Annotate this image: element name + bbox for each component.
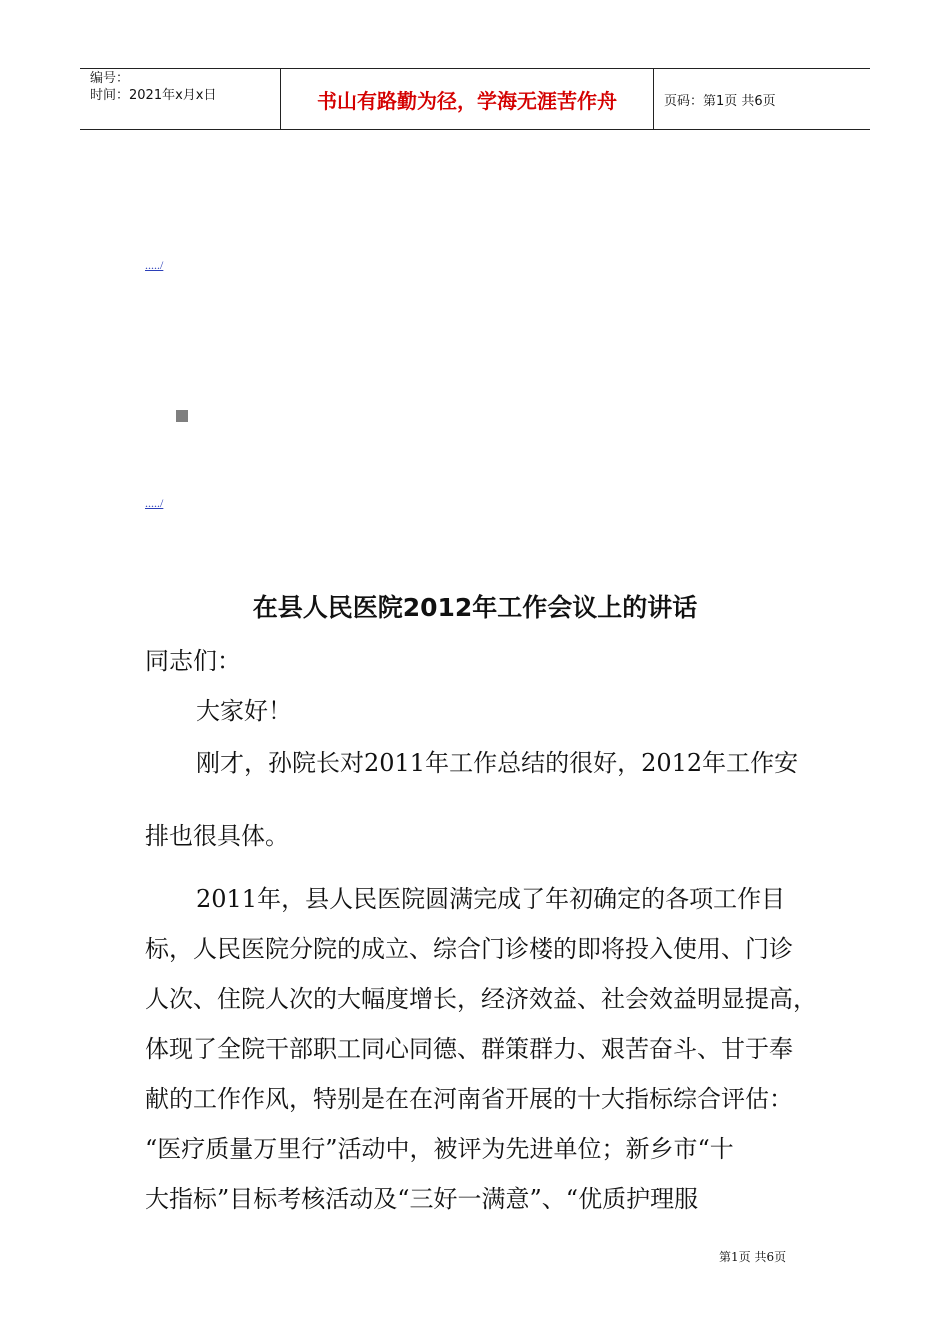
paragraph1-line: 排也很具体。 <box>145 822 289 850</box>
page-footer: 第1页 共6页 <box>719 1250 787 1264</box>
link-second[interactable]: ...../ <box>145 496 164 510</box>
header-meta <box>80 69 281 129</box>
paragraph2-line: 标，人民医院分院的成立、综合门诊楼的即将投入使用、门诊 <box>145 935 793 963</box>
salutation: 同志们： <box>145 647 241 675</box>
paragraph2-line: 大指标”目标考核活动及“三好一满意”、“优质护理服 <box>145 1185 699 1213</box>
header-motto: 书山有路勤为径，学海无涯苦作舟 <box>317 88 617 113</box>
time-label: 时间：2021年x月x日 <box>90 88 217 103</box>
document-title: 在县人民医院2012年工作会议上的讲话 <box>252 593 698 622</box>
paragraph2-line: 体现了全院干部职工同心同德、群策群力、艰苦奋斗、甘于奉 <box>145 1035 793 1063</box>
header-page-info: 页码：第1页 共6页 <box>664 93 776 109</box>
paragraph2-line: 献的工作作风，特别是在在河南省开展的十大指标综合评估： <box>145 1085 793 1113</box>
greeting: 大家好！ <box>196 697 292 725</box>
square-bullet-icon <box>176 410 188 422</box>
paragraph1-line: 刚才，孙院长对2011年工作总结的很好，2012年工作安 <box>196 749 799 777</box>
paragraph2-line: “医疗质量万里行”活动中，被评为先进单位；新乡市“十 <box>145 1135 734 1163</box>
link-first[interactable]: ...../ <box>145 258 164 272</box>
header-motto-cell <box>281 69 654 129</box>
page-header <box>80 68 870 130</box>
number-label: 编号： <box>90 71 130 86</box>
paragraph2-line: 人次、住院人次的大幅度增长，经济效益、社会效益明显提高， <box>145 985 817 1013</box>
paragraph2-line: 2011年，县人民医院圆满完成了年初确定的各项工作目 <box>196 885 786 913</box>
